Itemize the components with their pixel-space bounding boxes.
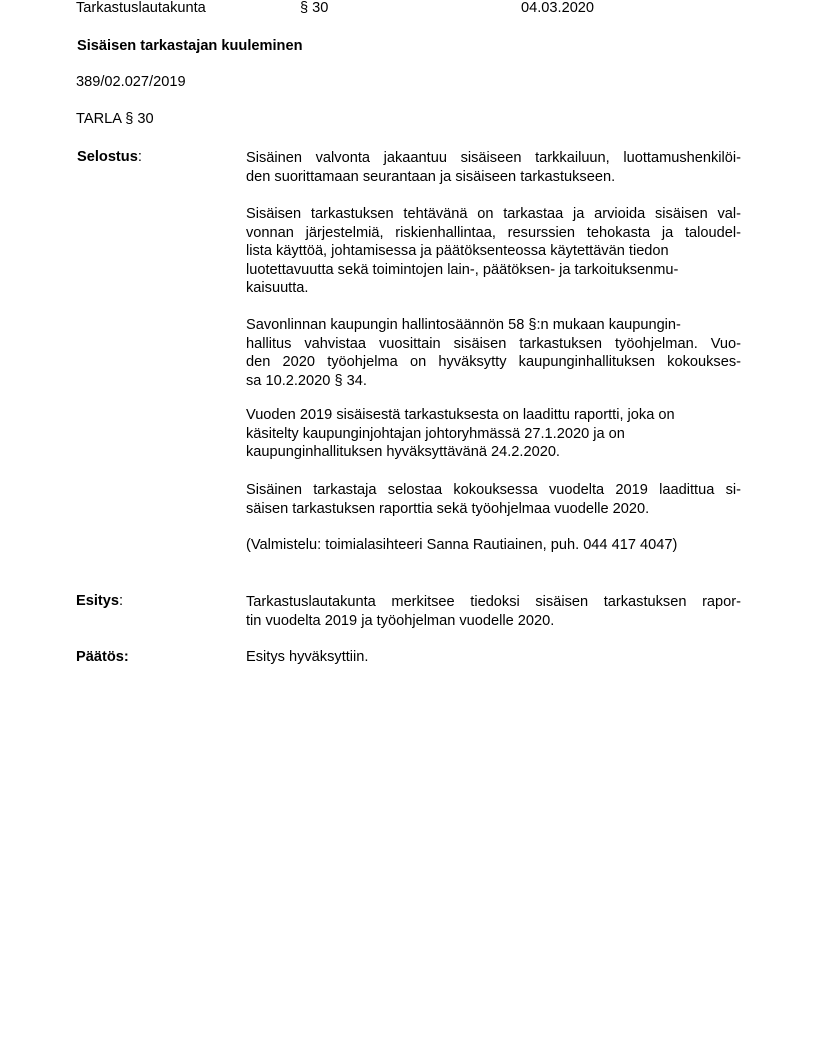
esitys-label: Esitys: xyxy=(76,593,124,609)
text-line: den 2020 työohjelma on hyväksytty kaupunginhallituksen kokoukses- xyxy=(246,354,741,371)
text-line: Sisäisen tarkastuksen tehtävänä on tarkastaa ja arvioida sisäisen val- xyxy=(246,206,741,222)
text-line: Vuoden 2019 sisäisestä tarkastuksesta on laadittu raportti, joka on xyxy=(246,407,675,423)
selostus-paragraph-4 xyxy=(246,406,741,462)
text-line: hallitus vahvistaa vuosittain sisäisen tarkastuksen työohjelman. Vuo- xyxy=(246,335,741,352)
selostus-paragraph-5 xyxy=(246,481,741,518)
text-line: Savonlinnan kaupungin hallintosäännön 58 §:n mukaan kaupungin- xyxy=(246,317,681,333)
text-line: Sisäinen tarkastaja selostaa kokouksessa vuodelta 2019 laadittua si- xyxy=(246,482,741,498)
text-line: Tarkastuslautakunta merkitsee tiedoksi sisäisen tarkastuksen rapor- xyxy=(246,594,741,610)
text-line: den suorittamaan seurantaan ja sisäiseen tarkastukseen. xyxy=(246,168,616,185)
selostus-paragraph-2 xyxy=(246,205,741,298)
selostus-preparer-note xyxy=(246,536,741,555)
paatos-text: Esitys hyväksyttiin. xyxy=(246,649,369,665)
text-line: (Valmistelu: toimialasihteeri Sanna Rautiainen, puh. 044 417 4047) xyxy=(246,537,678,553)
header-committee: Tarkastuslautakunta xyxy=(76,0,206,16)
diary-number: 389/02.027/2019 xyxy=(76,74,186,90)
reference: TARLA § 30 xyxy=(76,111,154,127)
text-line: kaisuutta. xyxy=(246,280,309,297)
text-line: kaupunginhallituksen hyväksyttävänä 24.2.2020. xyxy=(246,444,560,461)
esitys-text xyxy=(246,593,741,630)
text-line: vonnan järjestelmiä, riskienhallintaa, resurssien tehokasta ja taloudel- xyxy=(246,224,741,241)
selostus-label: Selostus: xyxy=(77,149,142,165)
text-line: tin vuodelta 2019 ja työohjelman vuodelle 2020. xyxy=(246,612,555,629)
text-line: lista käyttöä, johtamisessa ja päätöksenteossa käytettävän tiedon xyxy=(246,243,669,260)
text-line: luotettavuutta sekä toimintojen lain-, päätöksen- ja tarkoituksenmu- xyxy=(246,261,679,278)
text-line: sa 10.2.2020 § 34. xyxy=(246,372,367,389)
paatos-label: Päätös: xyxy=(76,649,129,665)
text-line: säisen tarkastuksen raporttia sekä työohjelmaa vuodelle 2020. xyxy=(246,500,650,517)
header-date: 04.03.2020 xyxy=(521,0,595,16)
selostus-paragraph-1 xyxy=(246,149,741,186)
selostus-paragraph-3 xyxy=(246,316,741,390)
text-line: käsitelty kaupunginjohtajan johtoryhmässä 27.1.2020 ja on xyxy=(246,425,625,442)
text-line: Sisäinen valvonta jakaantuu sisäiseen tarkkailuun, luottamushenkilöi- xyxy=(246,150,741,166)
header-section: § 30 xyxy=(300,0,329,16)
document-title: Sisäisen tarkastajan kuuleminen xyxy=(77,38,303,54)
